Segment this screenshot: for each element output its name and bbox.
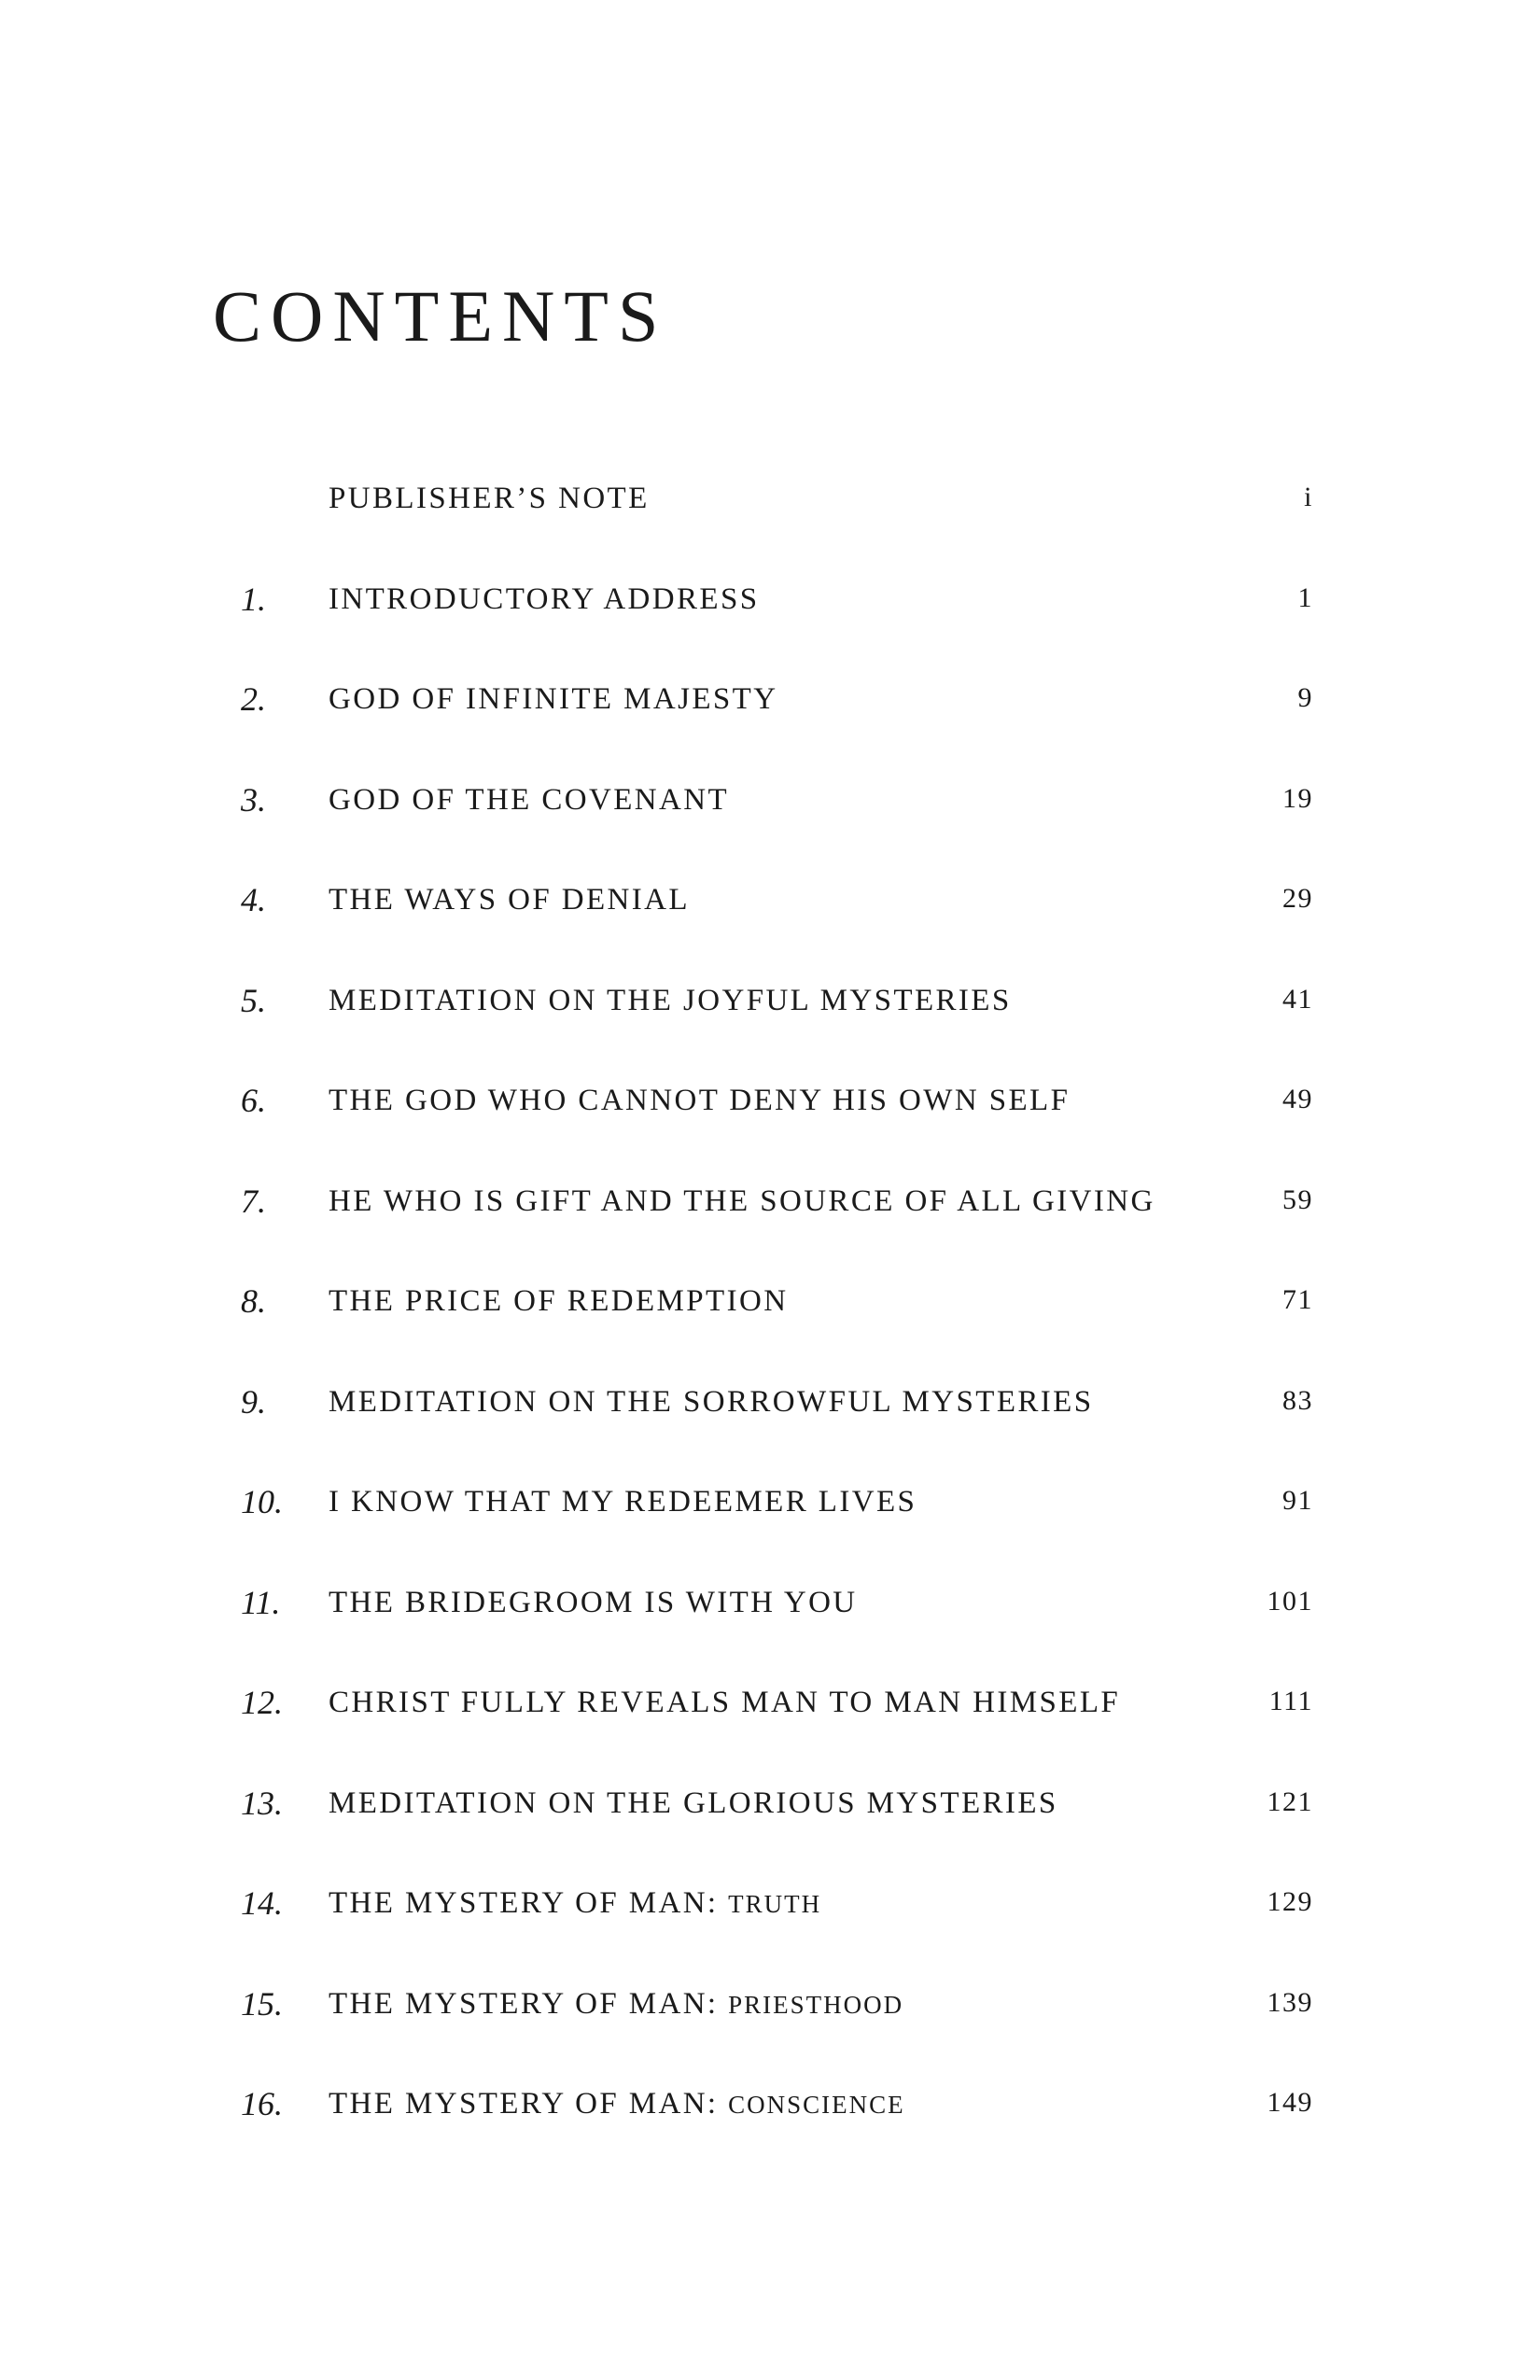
page-number: 83 — [1282, 1384, 1313, 1416]
chapter-number: 2. — [241, 680, 266, 718]
toc-entry — [0, 463, 1540, 564]
toc-entry — [0, 1266, 1540, 1366]
page-number: 121 — [1267, 1785, 1313, 1817]
toc-entry — [0, 1366, 1540, 1467]
chapter-title — [329, 1183, 1155, 1218]
chapter-title — [329, 1487, 917, 1518]
chapter-number: 6. — [241, 1082, 266, 1119]
chapter-title — [329, 983, 1012, 1017]
chapter-number: 13. — [241, 1784, 283, 1822]
chapter-title-main: GOD OF INFINITE MAJESTY — [329, 682, 778, 716]
toc-entry — [0, 1768, 1540, 1869]
chapter-title-sub: PRIESTHOOD — [728, 1990, 904, 2019]
page-number: 111 — [1268, 1686, 1313, 1716]
chapter-title — [329, 1085, 1070, 1116]
chapter-title — [329, 782, 730, 817]
chapter-title — [329, 1286, 788, 1317]
toc-entry — [0, 564, 1540, 665]
page-number: 149 — [1267, 2087, 1313, 2118]
toc-entry — [0, 764, 1540, 865]
chapter-number: 14. — [241, 1884, 283, 1922]
chapter-title-main: PUBLISHER’S NOTE — [329, 482, 650, 515]
page-number: 91 — [1282, 1485, 1313, 1516]
chapter-number: 7. — [241, 1182, 266, 1220]
chapter-number: 10. — [241, 1483, 283, 1520]
toc-entry — [0, 864, 1540, 965]
page-number: 1 — [1297, 581, 1313, 613]
chapter-title-main: CHRIST FULLY REVEALS MAN TO MAN HIMSELF — [329, 1686, 1121, 1719]
page-number: 71 — [1282, 1284, 1313, 1315]
page-number: 59 — [1282, 1183, 1313, 1215]
chapter-number: 3. — [241, 780, 266, 819]
chapter-title-main: THE PRICE OF REDEMPTION — [329, 1284, 789, 1318]
toc-entry — [0, 1466, 1540, 1567]
chapter-title — [329, 1986, 904, 2021]
table-of-contents — [0, 463, 1540, 2169]
chapter-title-sub: CONSCIENCE — [728, 2091, 905, 2119]
chapter-title-main: I KNOW THAT MY REDEEMER LIVES — [329, 1485, 917, 1519]
chapter-title-main: THE BRIDEGROOM IS WITH YOU — [329, 1585, 858, 1619]
chapter-title-main: THE GOD WHO CANNOT DENY HIS OWN SELF — [329, 1084, 1071, 1117]
page-title: CONTENTS — [213, 275, 668, 357]
page-number: 129 — [1267, 1886, 1313, 1917]
chapter-number: 8. — [241, 1282, 266, 1320]
chapter-title-main: THE MYSTERY OF MAN: — [329, 1986, 729, 2021]
chapter-title-main: HE WHO IS GIFT AND THE SOURCE OF ALL GIVING — [329, 1183, 1155, 1218]
toc-entry — [0, 2068, 1540, 2169]
chapter-title — [329, 483, 650, 514]
toc-entry — [0, 965, 1540, 1066]
chapter-title — [329, 1888, 821, 1919]
chapter-title-sub: TRUTH — [728, 1890, 822, 1918]
chapter-title-main: THE MYSTERY OF MAN: — [329, 2087, 729, 2121]
chapter-title-main: INTRODUCTORY ADDRESS — [329, 581, 760, 616]
chapter-number: 1. — [241, 580, 266, 618]
chapter-title — [329, 1785, 1058, 1820]
chapter-number: 9. — [241, 1382, 266, 1421]
page-number: 49 — [1282, 1084, 1313, 1114]
chapter-title-main: THE WAYS OF DENIAL — [329, 883, 690, 917]
chapter-number: 4. — [241, 881, 266, 918]
chapter-number: 5. — [241, 981, 266, 1019]
chapter-number: 15. — [241, 1984, 283, 2023]
page-number: i — [1304, 482, 1313, 512]
chapter-title-main: THE MYSTERY OF MAN: — [329, 1886, 729, 1920]
chapter-title-main: GOD OF THE COVENANT — [329, 782, 730, 817]
page-number: 139 — [1267, 1986, 1313, 2018]
chapter-title — [329, 885, 690, 916]
toc-entry — [0, 1868, 1540, 1968]
chapter-title — [329, 1585, 858, 1619]
toc-entry — [0, 1667, 1540, 1768]
page-number: 41 — [1282, 983, 1313, 1015]
toc-entry — [0, 1065, 1540, 1166]
chapter-title-main: MEDITATION ON THE SORROWFUL MYSTERIES — [329, 1384, 1094, 1419]
toc-entry — [0, 1166, 1540, 1267]
page-number: 9 — [1297, 682, 1313, 713]
toc-entry — [0, 664, 1540, 764]
chapter-title — [329, 1384, 1094, 1419]
chapter-number: 16. — [241, 2085, 283, 2122]
chapter-title — [329, 2089, 905, 2120]
toc-entry — [0, 1968, 1540, 2069]
page-number: 29 — [1282, 883, 1313, 914]
chapter-number: 11. — [241, 1583, 281, 1621]
chapter-title-main: MEDITATION ON THE GLORIOUS MYSTERIES — [329, 1785, 1058, 1820]
page-number: 101 — [1267, 1585, 1313, 1617]
chapter-title — [329, 684, 777, 715]
toc-entry — [0, 1567, 1540, 1668]
chapter-title-main: MEDITATION ON THE JOYFUL MYSTERIES — [329, 983, 1012, 1017]
chapter-title — [329, 1687, 1120, 1718]
chapter-number: 12. — [241, 1684, 283, 1721]
chapter-title — [329, 581, 760, 616]
page-number: 19 — [1282, 782, 1313, 814]
